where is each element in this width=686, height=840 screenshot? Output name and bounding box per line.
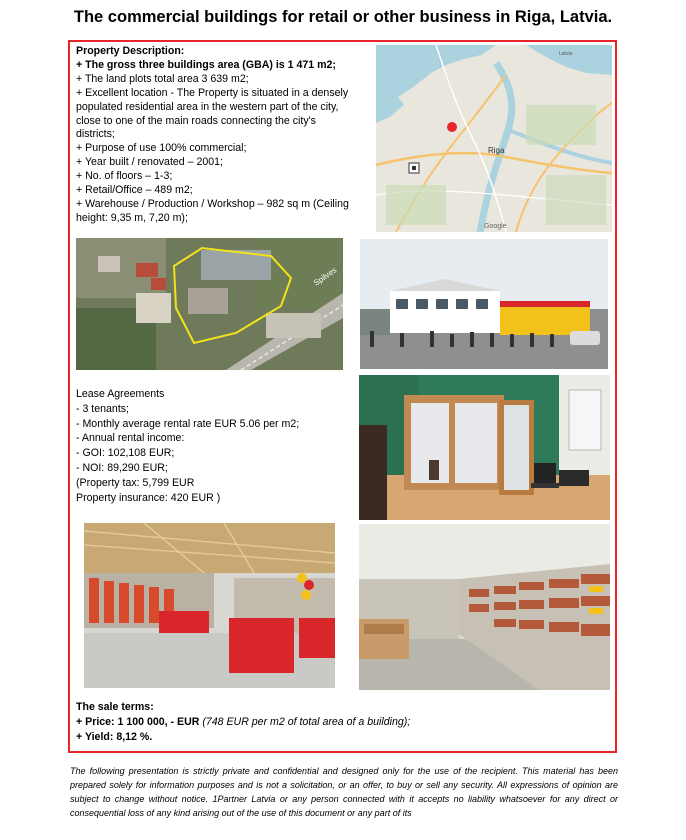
office-interior-photo [359, 375, 610, 520]
disclaimer: The following presentation is strictly private and confidential and designed only for the use of the recipient. This material has been prepared solely for information purposes and is not a solicitation, or an offer, to buy or sell any security. All expressions of opinion are subject to change without notice. 1Partner Latvia or any person connected with it accepts no liability whatsoever for any direct or consequential loss of any kind arising out of the use of this document or any part of its [70, 766, 618, 818]
description-line: + Purpose of use 100% commercial; [76, 142, 247, 155]
description-line: + Excellent location - The Property is situated in a densely [76, 86, 349, 99]
property-description [76, 45, 366, 226]
description-line: + Year built / renovated – 2001; [76, 156, 223, 169]
description-line: + Warehouse / Production / Workshop – 982 sq m (Ceiling [76, 197, 349, 210]
lease-line: - Monthly average rental rate EUR 5.06 per m2; [76, 417, 300, 430]
document-title: The commercial buildings for retail or other business in Riga, Latvia. [73, 8, 613, 26]
location-pin-icon [447, 122, 457, 132]
description-line: + No. of floors – 1-3; [76, 170, 173, 183]
lease-agreements [76, 387, 356, 505]
sale-terms-heading: The sale terms: [76, 701, 154, 713]
map-attribution: Google [484, 223, 507, 230]
warehouse-shelves-photo [359, 524, 610, 690]
price-line [76, 715, 596, 730]
gba-prefix: + The gross three buildings area (GBA) is [76, 58, 285, 71]
aerial-photo [76, 238, 343, 370]
lease-line: - GOI: 102,108 EUR; [76, 447, 175, 460]
description-line: populated residential area in the western part of the city, [76, 100, 339, 113]
lease-line: - Annual rental income: [76, 432, 185, 445]
description-line: + Retail/Office – 489 m2; [76, 184, 193, 197]
lease-heading: Lease Agreements [76, 388, 165, 400]
supermarket-checkout-photo [84, 523, 335, 688]
lease-line: - 3 tenants; [76, 402, 129, 415]
street-photo [360, 239, 608, 369]
lease-line: Property insurance: 420 EUR ) [76, 491, 221, 504]
map-small-label: Latvia [559, 51, 573, 57]
map-city-label: Riga [488, 146, 505, 155]
description-line: districts; [76, 128, 115, 141]
description-line: close to one of the main roads connecting the city's [76, 114, 316, 127]
gba-line [76, 59, 366, 73]
aerial-street-label: Spilves [311, 265, 339, 288]
price-main: + Price: 1 100 000, - EUR [76, 715, 200, 728]
lease-line: (Property tax: 5,799 EUR [76, 476, 195, 489]
property-description-heading: Property Description: [76, 45, 185, 57]
lease-line: - NOI: 89,290 EUR; [76, 461, 168, 474]
description-line: height: 9,35 m, 7,20 m); [76, 211, 188, 224]
sale-terms [76, 700, 596, 744]
price-note: (748 EUR per m2 of total area of a building); [202, 715, 411, 728]
description-line: + The land plots total area 3 639 m2; [76, 72, 249, 85]
gba-value: 1 471 m2; [287, 58, 336, 71]
location-map[interactable] [376, 45, 612, 232]
yield-line: + Yield: 8,12 %. [76, 730, 153, 743]
